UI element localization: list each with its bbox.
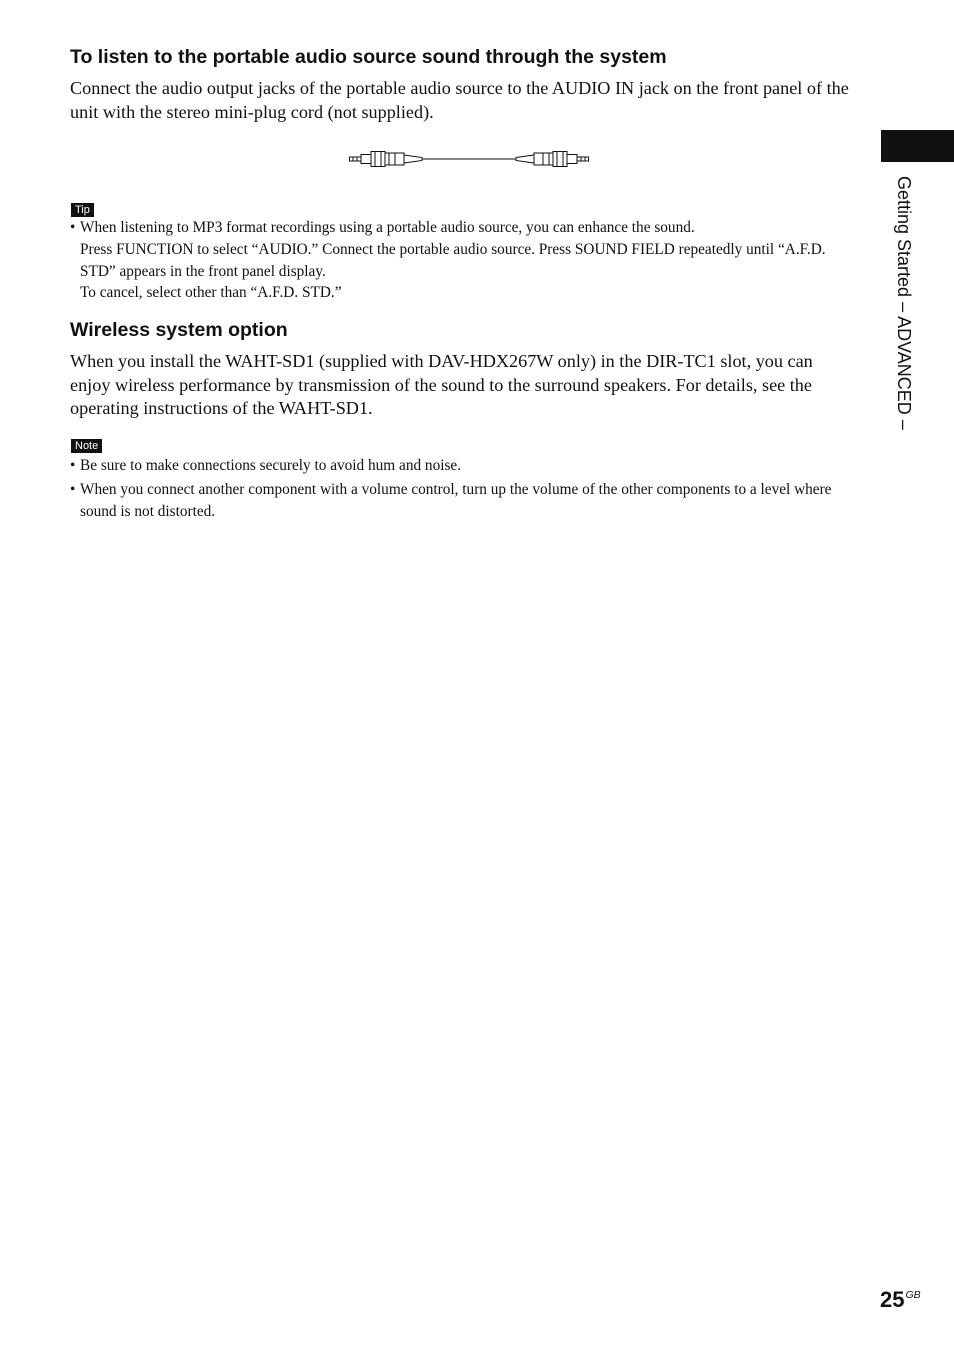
tip-cancel-text: To cancel, select other than “A.F.D. STD.” [80,284,342,302]
tip-list [70,217,856,304]
note-label: Note [71,439,102,453]
note-list [70,455,856,522]
page-number-value: 25 [880,1287,905,1312]
tip-bullet-text: • When listening to MP3 format recordings using a portable audio source, you can enhance the sound. [80,219,695,236]
page-number [880,1282,921,1313]
list-item: • Be sure to make connections securely to avoid hum and noise. [70,455,856,477]
sidebar-section-title: Getting Started – ADVANCED – [894,176,914,430]
tip-label: Tip [71,203,94,217]
list-item [70,217,856,304]
wireless-paragraph: When you install the WAHT-SD1 (supplied with DAV-HDX267W only) in the DIR-TC1 slot, you can enjoy wireless performance by transmission of the sound to the surround speakers. For details, see the operating instructions of the WAHT-SD1. [70,351,813,419]
list-item: • When you connect another component with a volume control, turn up the volume of the other components to a level where sound is not distorted. [70,479,856,523]
stereo-mini-plug-cord-icon [348,148,590,170]
section-tab-marker [881,130,954,162]
section-heading-portable-audio: To listen to the portable audio source sound through the system [70,46,667,68]
section-heading-wireless: Wireless system option [70,319,288,341]
tip-continuation-text: Press FUNCTION to select “AUDIO.” Connect the portable audio source. Press SOUND FIELD repeatedly until “A.F.D. STD” appears in the front panel display. [80,240,826,280]
page-number-suffix: GB [905,1289,921,1301]
portable-audio-paragraph: Connect the audio output jacks of the portable audio source to the AUDIO IN jack on the front panel of the unit with the stereo mini-plug cord (not supplied). [70,78,849,122]
